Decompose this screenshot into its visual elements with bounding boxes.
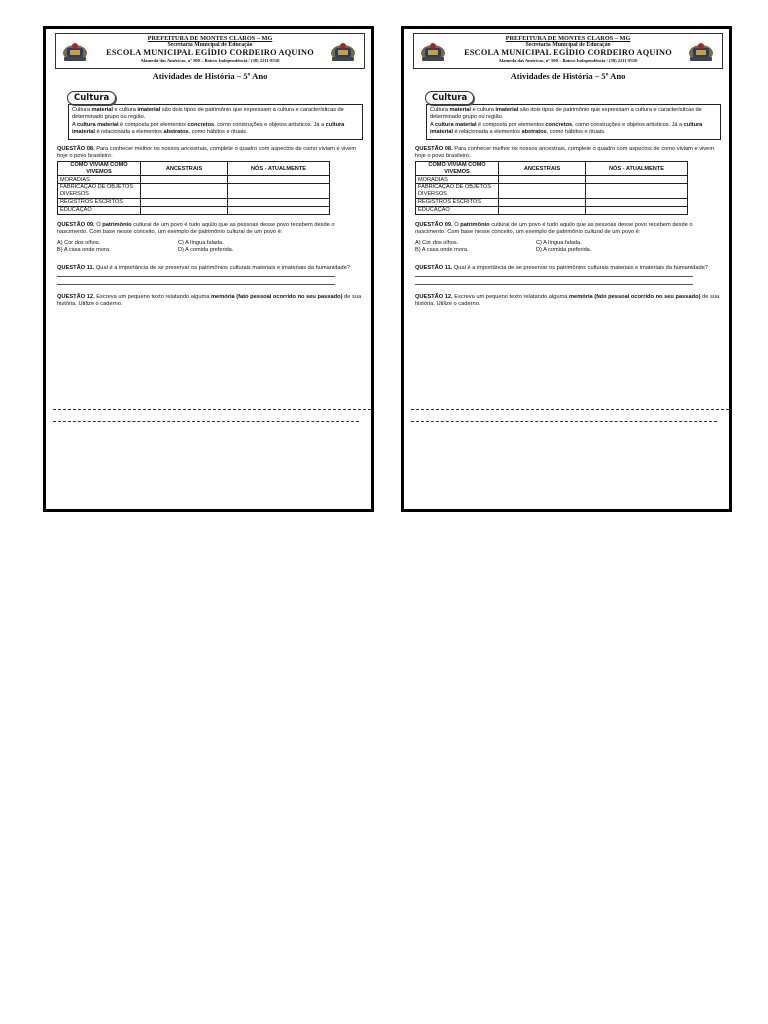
worksheet-right [401,26,732,512]
answer-cell[interactable] [586,184,688,198]
info-paragraph-2: A cultura material é composta por elementos concretos, como construções e objetos artísticos. Já a cultura imaterial é relacionada a elementos abstratos, como hábitos e rituais. [430,121,703,136]
question-12: QUESTÃO 12. Escreva um pequeno texto relatando alguma memória (fato pessoal ocorrido no seu passado) de sua história. Utilize o caderno. [57,294,362,308]
school-crest-icon [330,41,356,63]
school-header [55,33,365,69]
ancestors-table [57,161,330,214]
info-paragraph-2: A cultura material é composta por elementos concretos, como construções e objetos artísticos. Já a cultura imaterial é relacionada a elementos abstratos, como hábitos e rituais. [72,121,345,136]
answer-cell[interactable] [586,176,688,184]
info-paragraph-1: Cultura material e cultura imaterial são dois tipos de patrimônio que expressam a cultura e características de determinado grupo ou região. [72,107,344,121]
option-d[interactable]: D) A comida preferida. [178,247,234,254]
answer-cell[interactable] [228,176,330,184]
school-name: ESCOLA MUNICIPAL EGÍDIO CORDEIRO AQUINO [464,48,672,57]
worksheet-content [413,33,723,309]
option-c[interactable]: C) A língua falada. [536,240,582,247]
school-name: ESCOLA MUNICIPAL EGÍDIO CORDEIRO AQUINO [106,48,314,57]
school-address: Alameda das Américas, nº 500 – Bairro Independência / (38) 2211-8310 [140,58,280,63]
table-row: REGISTROS ESCRITOS [58,198,330,206]
dashed-divider [411,409,729,410]
department-name: Secretaria Municipal de Educação [525,42,611,48]
school-crest-icon [688,41,714,63]
table-row: FABRICAÇÃO DE OBJETOS DIVERSOS [416,184,688,198]
answer-cell[interactable] [586,206,688,214]
answer-line[interactable] [415,276,693,277]
table-header: NÓS - ATUALMENTE [586,162,688,176]
table-header: COMO VIVIAM COMO VIVEMOS [416,162,499,176]
question-08: QUESTÃO 08. Para conhecer melhor os nossos ancestrais, complete o quadro com aspectos de como viviam e vivem hoje o povo brasileiro. [415,145,715,159]
answer-cell[interactable] [228,184,330,198]
answer-cell[interactable] [228,198,330,206]
table-header: ANCESTRAIS [141,162,228,176]
answer-options [415,240,723,255]
info-box [68,104,363,140]
table-row: EDUCAÇÃO [416,206,688,214]
dashed-divider [411,421,717,422]
option-b[interactable]: B) A casa onde mora. [415,247,469,254]
table-row: MORADIAS [58,176,330,184]
option-b[interactable]: B) A casa onde mora. [57,247,111,254]
worksheet-title: Atividades de História – 5º Ano [152,71,268,81]
answer-cell[interactable] [141,176,228,184]
option-d[interactable]: D) A comida preferida. [536,247,592,254]
worksheet-left [43,26,374,512]
department-name: Secretaria Municipal de Educação [167,42,253,48]
city-hall-name: PREFEITURA DE MONTES CLAROS – MG [147,35,273,42]
answer-line[interactable] [415,284,693,285]
section-tag: Cultura [67,91,116,105]
answer-cell[interactable] [499,184,586,198]
city-hall-name: PREFEITURA DE MONTES CLAROS – MG [505,35,631,42]
answer-cell[interactable] [499,206,586,214]
info-box [426,104,721,140]
answer-options [57,240,365,255]
question-11: QUESTÃO 11. Qual é a importância de se preservar os patrimônios culturais materiais e imateriais da humanidade? [415,264,709,271]
question-09: QUESTÃO 09. O patrimônio cultural de um povo é tudo aquilo que as pessoas desse povo recebem desde o nascimento. Com base nesse conceito, um exemplo de patrimônio cultural de um povo é: [415,221,693,235]
school-crest-icon [62,41,88,63]
answer-cell[interactable] [141,206,228,214]
info-paragraph-1: Cultura material e cultura imaterial são dois tipos de patrimônio que expressam a cultura e características de determinado grupo ou região. [430,107,702,121]
answer-cell[interactable] [586,198,688,206]
table-row: FABRICAÇÃO DE OBJETOS DIVERSOS [58,184,330,198]
option-a[interactable]: A) Cor dos olhos. [57,240,101,247]
table-row: EDUCAÇÃO [58,206,330,214]
answer-cell[interactable] [228,206,330,214]
table-row: MORADIAS [416,176,688,184]
school-crest-icon [420,41,446,63]
table-header: COMO VIVIAM COMO VIVEMOS [58,162,141,176]
answer-cell[interactable] [141,198,228,206]
ancestors-table [415,161,688,214]
answer-cell[interactable] [499,176,586,184]
question-11: QUESTÃO 11. Qual é a importância de se preservar os patrimônios culturais materiais e imateriais da humanidade? [57,264,351,271]
section-tag: Cultura [425,91,474,105]
answer-line[interactable] [57,284,335,285]
option-a[interactable]: A) Cor dos olhos. [415,240,459,247]
school-header [413,33,723,69]
question-09: QUESTÃO 09. O patrimônio cultural de um povo é tudo aquilo que as pessoas desse povo recebem desde o nascimento. Com base nesse conceito, um exemplo de patrimônio cultural de um povo é: [57,221,335,235]
worksheet-content [55,33,365,309]
question-08: QUESTÃO 08. Para conhecer melhor os nossos ancestrais, complete o quadro com aspectos de como viviam e vivem hoje o povo brasileiro. [57,145,357,159]
school-address: Alameda das Américas, nº 500 – Bairro Independência / (38) 2211-8310 [498,58,638,63]
table-header: ANCESTRAIS [499,162,586,176]
question-12: QUESTÃO 12. Escreva um pequeno texto relatando alguma memória (fato pessoal ocorrido no seu passado) de sua história. Utilize o caderno. [415,294,720,308]
answer-line[interactable] [57,276,335,277]
table-header: NÓS - ATUALMENTE [228,162,330,176]
dashed-divider [53,421,359,422]
option-c[interactable]: C) A língua falada. [178,240,224,247]
answer-cell[interactable] [141,184,228,198]
table-row: REGISTROS ESCRITOS [416,198,688,206]
worksheet-title: Atividades de História – 5º Ano [510,71,626,81]
dashed-divider [53,409,371,410]
answer-cell[interactable] [499,198,586,206]
